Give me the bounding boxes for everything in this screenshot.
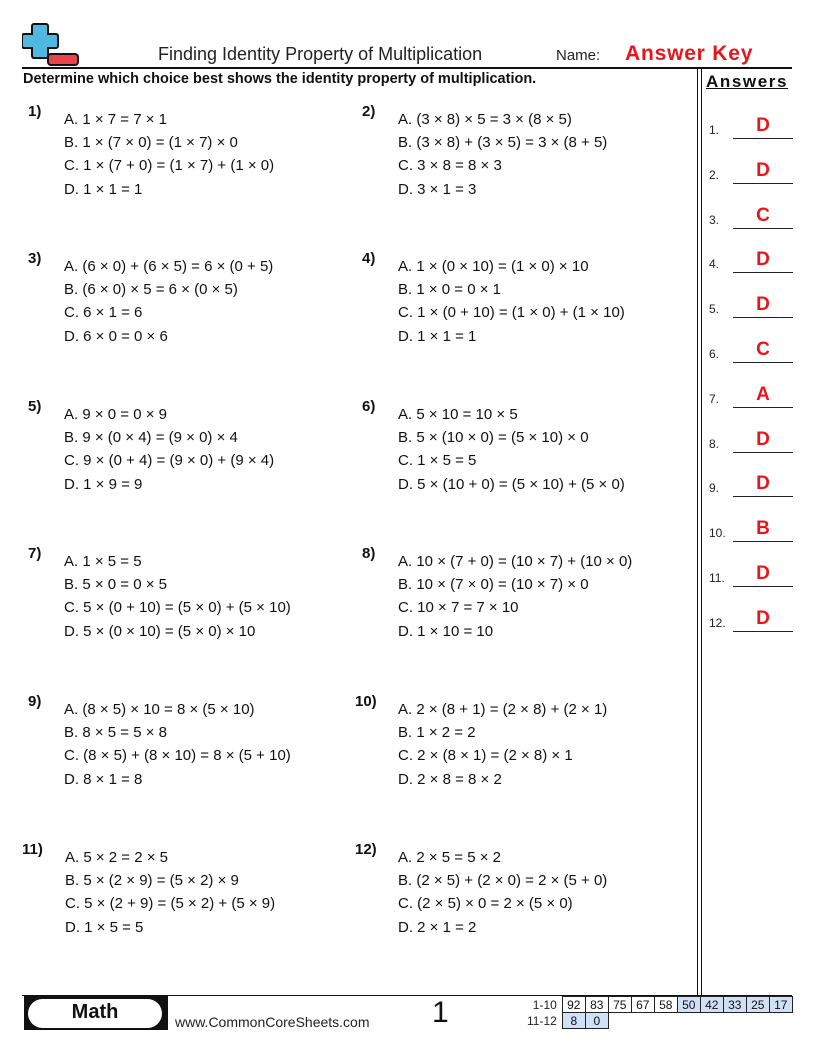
answer-row-1 — [709, 113, 793, 139]
answer-row-2 — [709, 158, 793, 184]
score-cell: 50 — [677, 997, 700, 1013]
answer-row-8 — [709, 427, 793, 453]
answer-number: 9. — [709, 481, 720, 496]
problem-11 — [22, 841, 352, 941]
answer-letter: D — [756, 115, 770, 136]
choice-d: D. 2 × 8 = 8 × 2 — [398, 770, 502, 788]
answer-letter: C — [756, 339, 770, 360]
choice-list — [64, 550, 291, 643]
choice-a: A. 9 × 0 = 0 × 9 — [64, 406, 167, 423]
score-row — [524, 1013, 792, 1029]
answer-blank-line — [733, 362, 793, 363]
answer-letter: C — [756, 204, 770, 226]
answer-column-divider — [697, 69, 698, 995]
answer-number: 5. — [709, 302, 720, 317]
choice-list — [398, 846, 607, 939]
problem-3 — [28, 250, 358, 350]
answer-letter: D — [756, 473, 770, 495]
choice-list — [64, 255, 273, 348]
score-cell: 92 — [562, 997, 585, 1013]
answer-letter: B — [756, 518, 770, 540]
answer-row-4 — [709, 247, 793, 273]
problem-number: 6) — [362, 398, 376, 415]
answer-blank-line — [733, 138, 793, 139]
choice-a: A. (8 × 5) × 10 = 8 × (5 × 10) — [64, 701, 255, 718]
choice-c: C. (2 × 5) × 0 = 2 × (5 × 0) — [398, 895, 573, 913]
choice-a: A. 1 × 5 = 5 — [64, 553, 142, 570]
choice-a: A. 5 × 2 = 2 × 5 — [65, 849, 168, 866]
problem-number: 8) — [362, 545, 376, 562]
problem-number: 2) — [362, 103, 376, 120]
choice-a: A. 1 × 7 = 7 × 1 — [64, 111, 167, 128]
choice-c: C. 10 × 7 = 7 × 10 — [398, 599, 519, 617]
choice-c: C. 6 × 1 = 6 — [64, 304, 143, 322]
answer-row-7 — [709, 382, 793, 408]
answer-blank-line — [733, 496, 793, 497]
answer-row-11 — [709, 561, 793, 587]
answer-blank-line — [733, 586, 793, 587]
answer-blank-line — [733, 407, 793, 408]
worksheet-title: Finding Identity Property of Multiplication — [158, 44, 483, 64]
plus-minus-logo-icon — [22, 22, 80, 68]
problem-6 — [362, 398, 692, 498]
score-cell: 17 — [769, 997, 792, 1013]
answer-blank-line — [733, 631, 793, 632]
answer-number: 12. — [709, 615, 726, 630]
answer-number: 3. — [709, 212, 720, 227]
choice-b: B. (6 × 0) × 5 = 6 × (0 × 5) — [64, 281, 238, 299]
answer-blank-line — [733, 272, 793, 273]
choice-b: B. 5 × 0 = 0 × 5 — [64, 576, 167, 594]
problem-12 — [355, 841, 685, 941]
answer-row-9 — [709, 471, 793, 497]
choice-d: D. 2 × 1 = 2 — [398, 918, 477, 936]
answer-row-3 — [709, 203, 793, 229]
choice-d: D. 5 × (10 + 0) = (5 × 10) + (5 × 0) — [398, 475, 625, 493]
answers-heading: Answers — [706, 72, 789, 91]
problem-number: 10) — [355, 693, 377, 710]
choice-d: D. 8 × 1 = 8 — [64, 770, 143, 788]
choice-b: B. 10 × (7 × 0) = (10 × 7) × 0 — [398, 576, 589, 594]
choice-list — [64, 108, 274, 201]
score-cell: 42 — [700, 997, 723, 1013]
answer-number: 11. — [709, 571, 725, 585]
choice-list — [64, 403, 274, 496]
choice-list — [64, 698, 291, 791]
problem-number: 11) — [22, 841, 43, 858]
choice-a: A. (6 × 0) + (6 × 5) = 6 × (0 + 5) — [64, 258, 274, 275]
choice-a: A. 5 × 10 = 10 × 5 — [398, 406, 518, 423]
answer-blank-line — [733, 452, 793, 453]
answer-column-divider — [701, 69, 702, 995]
choice-list — [398, 550, 632, 643]
problem-number: 3) — [28, 250, 42, 267]
choice-b: B. 5 × (2 × 9) = (5 × 2) × 9 — [65, 872, 239, 890]
choice-d: D. 1 × 9 = 9 — [64, 475, 143, 493]
choice-list — [65, 846, 275, 939]
answer-blank-line — [733, 541, 793, 542]
choice-a: A. (3 × 8) × 5 = 3 × (8 × 5) — [398, 111, 572, 128]
answer-number: 1. — [709, 123, 720, 137]
answer-row-6 — [709, 337, 793, 363]
name-label: Name: — [556, 47, 601, 64]
answer-number: 7. — [709, 391, 720, 406]
score-cell: 58 — [654, 997, 677, 1013]
answer-letter: A — [756, 383, 770, 405]
choice-c: C. (8 × 5) + (8 × 10) = 8 × (5 + 10) — [64, 747, 291, 765]
answer-letter: D — [756, 607, 770, 629]
choice-d: D. 1 × 1 = 1 — [398, 327, 477, 345]
choice-d: D. 1 × 10 = 10 — [398, 622, 494, 640]
answer-blank-line — [733, 317, 793, 318]
answer-blank-line — [733, 183, 793, 184]
answer-row-12 — [709, 606, 793, 632]
answer-number: 2. — [709, 167, 720, 182]
page-number: 1 — [432, 996, 449, 1029]
choice-a: A. 2 × 5 = 5 × 2 — [398, 849, 501, 866]
choice-d: D. 6 × 0 = 0 × 6 — [64, 327, 168, 345]
choice-d: D. 5 × (0 × 10) = (5 × 0) × 10 — [64, 622, 256, 640]
choice-b: B. (2 × 5) + (2 × 0) = 2 × (5 + 0) — [398, 872, 608, 890]
problem-1 — [28, 103, 358, 203]
instructions: Determine which choice best shows the identity property of multiplication. — [23, 71, 537, 87]
choice-b: B. 9 × (0 × 4) = (9 × 0) × 4 — [64, 429, 238, 447]
problem-number: 4) — [362, 250, 376, 267]
choice-b: B. 1 × (7 × 0) = (1 × 7) × 0 — [64, 134, 238, 152]
choice-b: B. (3 × 8) + (3 × 5) = 3 × (8 + 5) — [398, 134, 608, 152]
choice-b: B. 1 × 2 = 2 — [398, 724, 476, 742]
answer-row-5 — [709, 292, 793, 318]
choice-c: C. 1 × (0 + 10) = (1 × 0) + (1 × 10) — [398, 304, 625, 322]
score-row-label: 11-12 — [527, 1013, 557, 1028]
score-table — [524, 996, 793, 1029]
problem-4 — [362, 250, 692, 350]
answer-letter: D — [756, 249, 770, 271]
score-cell: 67 — [631, 997, 654, 1013]
choice-c: C. 5 × (0 + 10) = (5 × 0) + (5 × 10) — [64, 599, 291, 617]
problem-8 — [362, 545, 692, 645]
problem-5 — [28, 398, 358, 498]
name-value: Answer Key — [625, 42, 754, 65]
answer-number: 6. — [709, 347, 720, 361]
choice-c: C. 5 × (2 + 9) = (5 × 2) + (5 × 9) — [65, 895, 276, 913]
choice-a: A. 10 × (7 + 0) = (10 × 7) + (10 × 0) — [398, 553, 633, 570]
choice-list — [398, 108, 607, 201]
problem-number: 5) — [28, 398, 42, 415]
choice-d: D. 1 × 5 = 5 — [65, 918, 144, 936]
score-cell: 8 — [562, 1013, 585, 1029]
choice-d: D. 1 × 1 = 1 — [64, 180, 143, 198]
choice-d: D. 3 × 1 = 3 — [398, 180, 477, 198]
problem-7 — [28, 545, 358, 645]
problem-number: 1) — [28, 103, 42, 120]
score-cell: 33 — [723, 997, 746, 1013]
choice-b: B. 8 × 5 = 5 × 8 — [64, 724, 167, 742]
score-cell: 83 — [585, 997, 608, 1013]
answer-row-10 — [709, 516, 793, 542]
problem-number: 12) — [355, 841, 377, 858]
problem-number: 9) — [28, 693, 42, 710]
problem-2 — [362, 103, 692, 203]
choice-c: C. 1 × (7 + 0) = (1 × 7) + (1 × 0) — [64, 157, 275, 175]
choice-list — [398, 698, 607, 791]
problem-number: 7) — [28, 545, 42, 562]
answer-blank-line — [733, 228, 793, 229]
website-link[interactable]: www.CommonCoreSheets.com — [175, 1014, 370, 1030]
choice-a: A. 1 × (0 × 10) = (1 × 0) × 10 — [398, 258, 589, 275]
choice-b: B. 1 × 0 = 0 × 1 — [398, 281, 501, 299]
answer-number: 10. — [709, 526, 726, 541]
problem-10 — [355, 693, 685, 793]
answer-letter: D — [756, 294, 770, 316]
choice-c: C. 9 × (0 + 4) = (9 × 0) + (9 × 4) — [64, 452, 275, 470]
subject-label: Math — [71, 1001, 119, 1023]
score-row-label: 1-10 — [532, 997, 557, 1012]
choice-c: C. 3 × 8 = 8 × 3 — [398, 157, 502, 175]
choice-list — [398, 255, 625, 348]
choice-list — [398, 403, 625, 496]
choice-c: C. 1 × 5 = 5 — [398, 452, 477, 470]
score-cell: 25 — [746, 997, 769, 1013]
score-cell: 75 — [608, 997, 631, 1013]
score-cell: 0 — [585, 1013, 608, 1029]
answer-letter: D — [756, 563, 770, 584]
choice-c: C. 2 × (8 × 1) = (2 × 8) × 1 — [398, 747, 573, 765]
answer-number: 8. — [709, 436, 720, 451]
choice-a: A. 2 × (8 + 1) = (2 × 8) + (2 × 1) — [398, 701, 608, 718]
answer-letter: D — [756, 428, 770, 450]
answer-letter: D — [756, 159, 770, 181]
header-divider — [22, 67, 792, 69]
answer-number: 4. — [709, 257, 720, 272]
problem-9 — [28, 693, 358, 793]
choice-b: B. 5 × (10 × 0) = (5 × 10) × 0 — [398, 429, 589, 447]
score-row — [524, 997, 792, 1013]
